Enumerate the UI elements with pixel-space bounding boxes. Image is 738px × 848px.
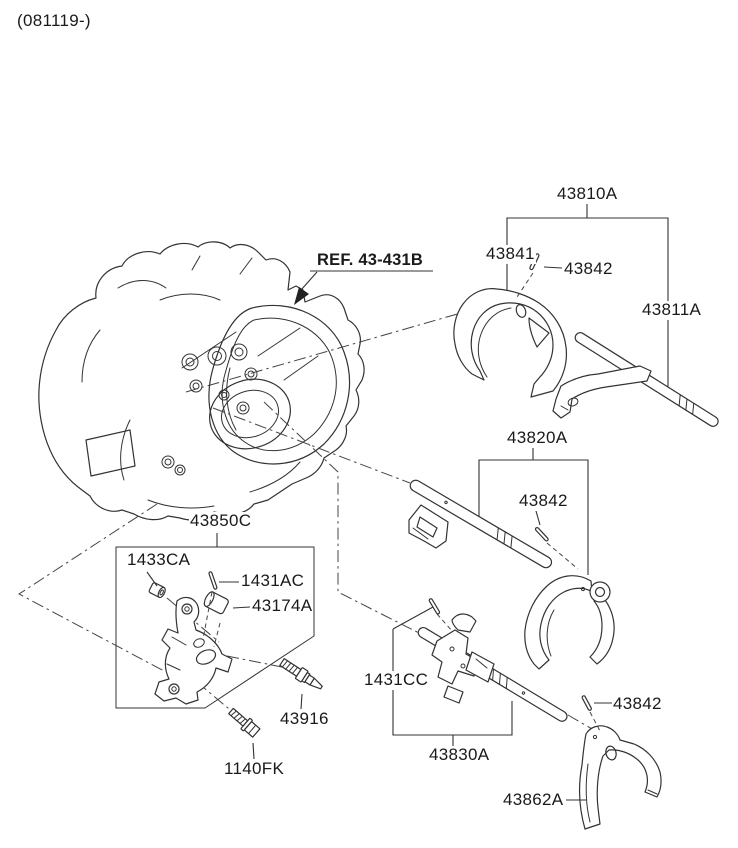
flange-bolt-1140fk — [226, 706, 260, 739]
spring-pin-1431ac — [209, 572, 218, 590]
shift-rail-43811a — [553, 331, 720, 428]
part-label-43862a: 43862A — [503, 790, 564, 809]
part-label-43842-top: 43842 — [564, 259, 613, 278]
interlock-lugs-43830a — [432, 614, 494, 703]
part-label-43841: 43841 — [486, 244, 535, 263]
sleeve-43174a — [202, 590, 229, 614]
date-range-code: (081119-) — [17, 11, 91, 30]
shift-rail-43830a — [416, 614, 568, 723]
part-label-43842-middle: 43842 — [519, 491, 568, 510]
part-label-43850c: 43850C — [190, 511, 252, 530]
part-label-1431cc: 1431CC — [364, 670, 429, 689]
ref-label: REF. 43-431B — [317, 251, 424, 269]
part-label-43811a: 43811A — [642, 300, 702, 319]
spring-pin-1431cc — [429, 598, 440, 614]
bushing-1433ca — [149, 582, 167, 599]
part-label-43830a: 43830A — [429, 745, 490, 764]
part-label-43174a: 43174A — [252, 596, 313, 615]
shift-fork-43841 — [454, 289, 567, 397]
part-label-43916: 43916 — [280, 709, 329, 728]
spring-pin-43842-bottom — [582, 695, 592, 711]
part-label-43842-bottom: 43842 — [613, 694, 662, 713]
spring-pin-43842-middle — [535, 527, 549, 542]
shift-fork-43820a — [525, 576, 614, 669]
part-label-1433ca: 1433CA — [127, 550, 191, 569]
part-label-43810a: 43810A — [557, 184, 618, 203]
part-label-1140fk: 1140FK — [224, 759, 285, 778]
transaxle-case-drawing — [39, 242, 364, 520]
part-label-1431ac: 1431AC — [241, 571, 305, 590]
shift-fork-43862a — [580, 726, 661, 829]
detent-switch-43916 — [278, 657, 324, 694]
part-label-43820a: 43820A — [507, 428, 568, 447]
